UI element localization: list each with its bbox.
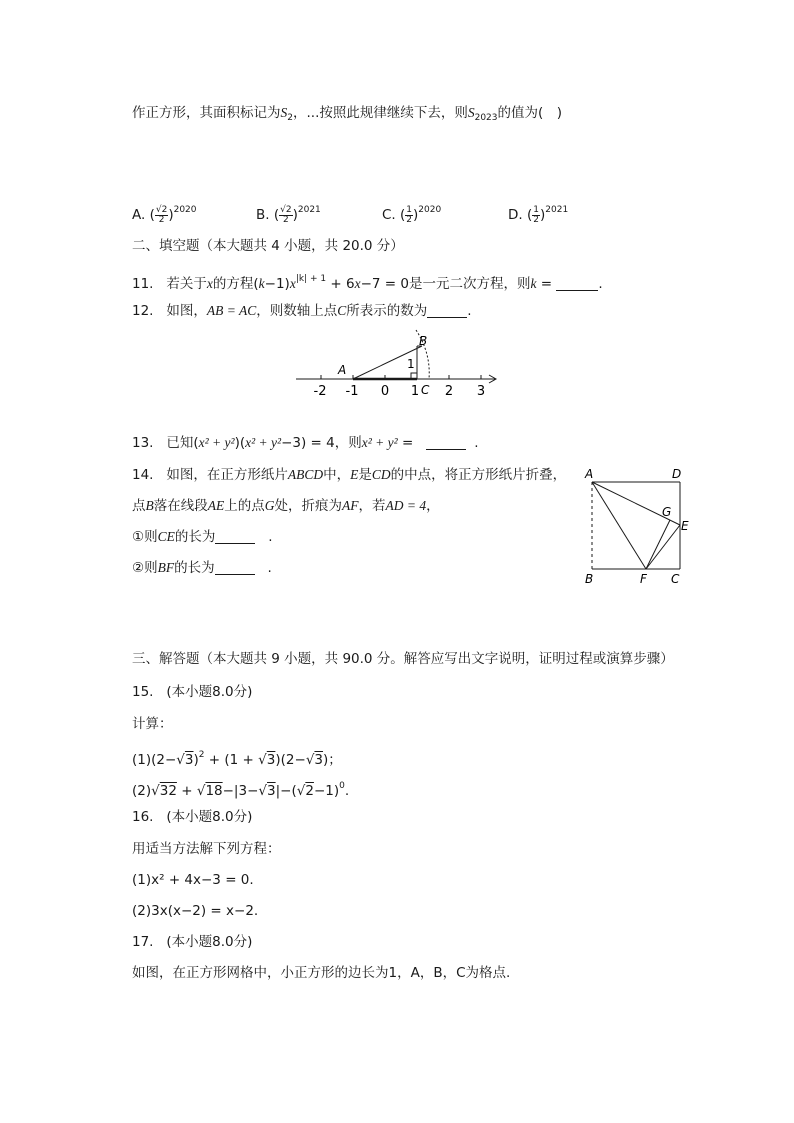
question-15-part-2: $(2)√32 + √18-|3-√3|-(√2-1)^0$. xyxy=(132,781,350,799)
q10-option-c: C. ( $\frac{1}{2}$ )$^{2020}$ xyxy=(382,204,442,225)
point-label-a: A xyxy=(338,363,347,377)
point-label-c: C xyxy=(421,383,430,397)
segment-fe xyxy=(646,525,680,569)
point-label-e: E xyxy=(681,519,689,533)
point-label-d: D xyxy=(672,467,682,481)
question-14-part-2: ②则BF的长为 . xyxy=(132,560,272,576)
segment-fg xyxy=(646,520,670,569)
q10-option-d: D. ( $\frac{1}{2}$ )$^{2021}$ xyxy=(508,204,569,225)
point-label-b: B xyxy=(419,334,428,348)
point-label-g: G xyxy=(662,505,672,519)
question-16-header: 16. (本小题8.0分) xyxy=(132,809,253,825)
length-label-one: 1 xyxy=(407,357,415,371)
question-17-header: 17. (本小题8.0分) xyxy=(132,934,253,950)
tick-label: 3 xyxy=(476,384,486,399)
answer-blank[interactable] xyxy=(556,276,598,291)
answer-blank[interactable] xyxy=(427,303,467,318)
number-line-figure xyxy=(290,325,505,400)
question-14-line-2: 点B落在线段AE上的点G处，折痕为AF，若AD = 4， xyxy=(132,498,440,514)
question-14: 14. 如图，在正方形纸片ABCD中，E是CD的中点，将正方形纸片折叠， xyxy=(132,467,567,483)
question-15-part-1: $(1)(2-√3)^2 + (1 + √3)(2-√3)$； xyxy=(132,750,342,768)
section-2-heading: 二、填空题（本大题共 4 小题，共 20.0 分） xyxy=(132,238,404,254)
section-3-heading: 三、解答题（本大题共 9 小题，共 90.0 分。解答应写出文字说明，证明过程或演算步骤） xyxy=(132,651,674,667)
q10-option-b: B. ( $\frac{√2}{2}$ )$^{2021}$ xyxy=(256,204,321,225)
point-label-c: C xyxy=(671,572,680,586)
answer-blank[interactable] xyxy=(426,435,466,450)
point-label-f: F xyxy=(640,572,647,586)
tick-label: 2 xyxy=(444,384,454,399)
answer-blank[interactable] xyxy=(215,529,255,544)
point-label-a: A xyxy=(585,467,594,481)
question-15-instruction: 计算： xyxy=(132,716,173,732)
question-11: 11. 若关于x的方程$(k-1)x^{|k| + 1} + 6x-7 = 0$是一元二次方程，则k = . xyxy=(132,274,603,292)
q10-option-a: A. ( $\frac{√2}{2}$ )$^{2020}$ xyxy=(132,204,197,225)
q10-tail-line: 作正方形，其面积标记为$S_2$，...按照此规律继续下去，则$S_{2023}$的值为( ) xyxy=(132,105,563,123)
question-16-part-2: (2)3x(x−2) = x−2. xyxy=(132,903,259,919)
question-17-text: 如图，在正方形网格中，小正方形的边长为1，A，B，C为格点. xyxy=(132,965,511,981)
folded-square-figure xyxy=(580,462,700,590)
tick-label: 0 xyxy=(380,384,390,399)
question-16-part-1: (1)x² + 4x−3 = 0. xyxy=(132,872,254,888)
question-13: 13. 已知(x² + y²)(x² + y²−3) = 4，则x² + y² = . xyxy=(132,435,479,451)
tick-label: 1 xyxy=(410,384,420,399)
answer-blank[interactable] xyxy=(215,560,255,575)
question-15-header: 15. (本小题8.0分) xyxy=(132,684,253,700)
tick-label: -1 xyxy=(345,384,359,399)
question-14-part-1: ①则CE的长为 . xyxy=(132,529,273,545)
question-16-instruction: 用适当方法解下列方程： xyxy=(132,841,281,857)
question-12: 12. 如图，AB = AC，则数轴上点C所表示的数为 . xyxy=(132,303,472,319)
point-label-b: B xyxy=(585,572,594,586)
tick-label: -2 xyxy=(313,384,327,399)
